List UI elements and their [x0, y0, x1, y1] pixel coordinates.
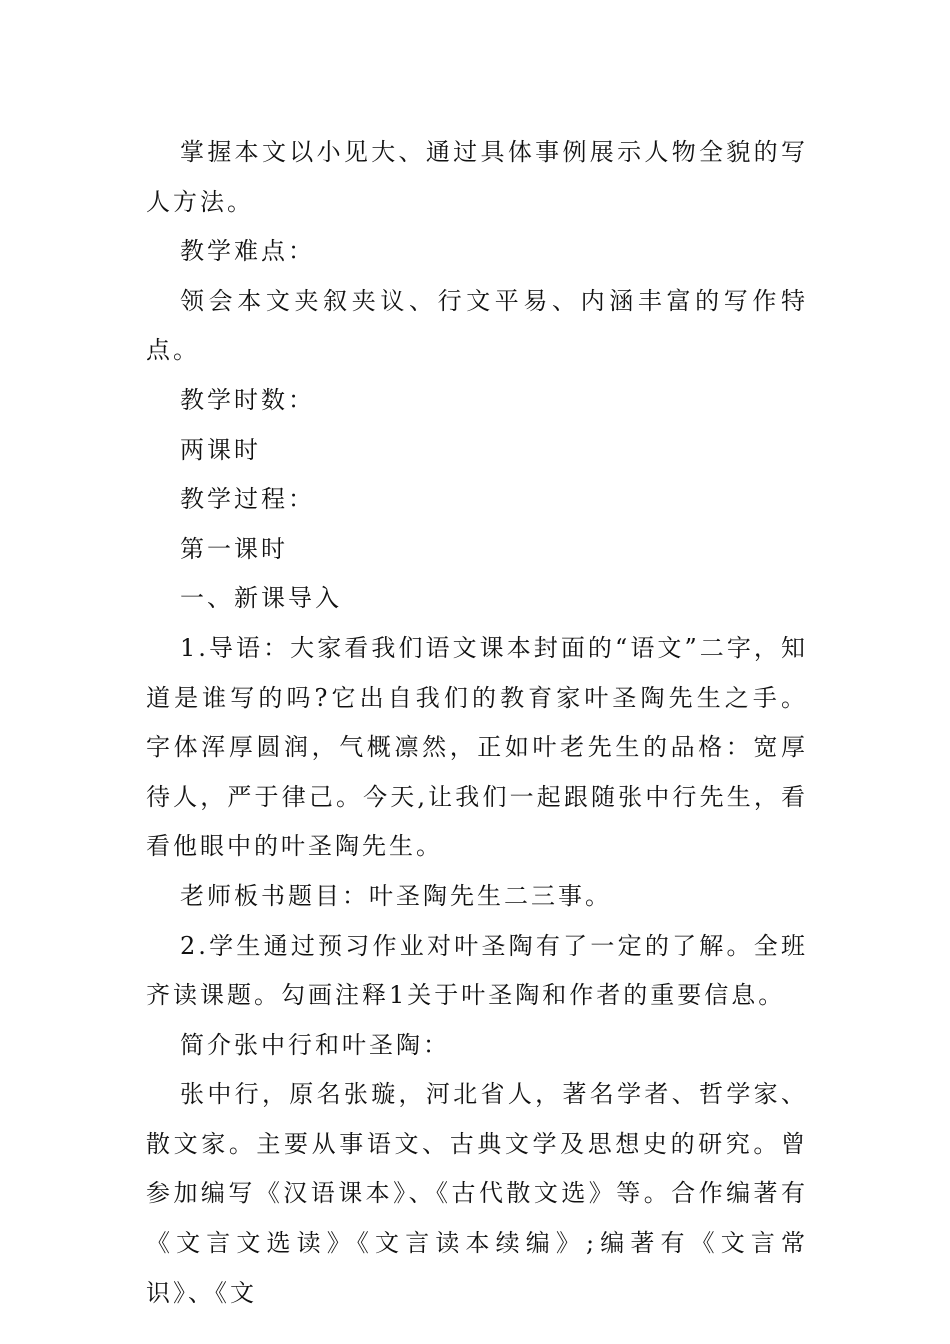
paragraph-difficulty: 领会本文夹叙夹议、行文平易、内涵丰富的写作特点。 [146, 286, 808, 365]
paragraph-objective: 掌握本文以小见大、通过具体事例展示人物全貌的写人方法。 [146, 138, 808, 216]
paragraph-board-title: 老师板书题目：叶圣陶先生二三事。 [180, 881, 612, 910]
paragraph-intro-heading: 一、新课导入 [180, 584, 342, 613]
paragraph-preview: 2.学生通过预习作业对叶圣陶有了一定的了解。全班齐读课题。勾画注释1关于叶圣陶和作者的重要信息。 [146, 931, 808, 1010]
paragraph-first-lesson: 第一课时 [180, 534, 288, 563]
paragraph-lead-in: 1.导语：大家看我们语文课本封面的“语文”二字，知道是谁写的吗?它出自我们的教育家叶圣陶先生之手。字体浑厚圆润，气概凛然，正如叶老先生的品格：宽厚待人，严于律己。今天,让我们一起跟随张中行先生，看看他眼中的叶圣陶先生。 [146, 633, 808, 861]
paragraph-difficulty-heading: 教学难点： [180, 237, 315, 266]
paragraph-process-heading: 教学过程： [180, 485, 315, 514]
document-body [146, 128, 808, 1318]
paragraph-hours: 两课时 [180, 435, 261, 464]
paragraph-bio-heading: 简介张中行和叶圣陶： [180, 1030, 450, 1059]
paragraph-hours-heading: 教学时数： [180, 385, 315, 414]
paragraph-bio: 张中行，原名张璇，河北省人，著名学者、哲学家、散文家。主要从事语文、古典文学及思想史的研究。曾参加编写《汉语课本》、《古代散文选》等。合作编著有《文言文选读》《文言读本续编》;编著有《文言常识》、《文 [146, 1080, 808, 1307]
